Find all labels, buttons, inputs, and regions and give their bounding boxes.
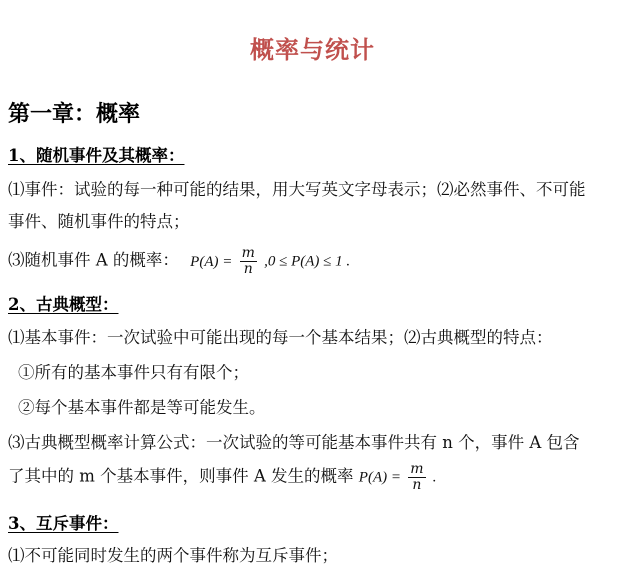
formula-lhs: P(A) = [358, 469, 401, 486]
formula-line [8, 462, 437, 492]
text-line: 事件、随机事件的特点； [8, 212, 190, 231]
page-title: 概率与统计 [250, 36, 375, 64]
formula-prefix: 了其中的 m 个基本事件，则事件 A 发生的概率 [8, 466, 354, 486]
fraction-denominator: n [412, 476, 422, 493]
list-item: ②每个基本事件都是等可能发生。 [18, 398, 266, 417]
text-line: ⑴事件：试验的每一种可能的结果，用大写英文字母表示；⑵必然事件、不可能 [8, 180, 586, 199]
probability-prefix: ⑶随机事件 A 的概率： [8, 250, 179, 270]
text-line: ⑴不可能同时发生的两个事件称为互斥事件； [8, 546, 338, 565]
fraction-denominator: n [243, 260, 253, 277]
fraction-numerator: m [410, 461, 424, 477]
probability-line [8, 246, 350, 276]
fraction-numerator: m [241, 245, 255, 261]
formula-rhs: ,0 ≤ P(A) ≤ 1 . [264, 253, 351, 270]
fraction [408, 462, 425, 492]
fraction [240, 246, 257, 276]
section-heading-classical-model: 2、古典概型： [8, 295, 119, 314]
text-line: ⑶古典概型概率计算公式：一次试验的等可能基本事件共有 n 个，事件 A 包含 [8, 433, 580, 452]
formula-lhs: P(A) = [190, 253, 233, 270]
section-heading-mutually-exclusive: 3、互斥事件： [8, 514, 119, 533]
list-item: ①所有的基本事件只有有限个； [18, 363, 249, 382]
formula-suffix: . [432, 469, 437, 486]
text-line: ⑴基本事件：一次试验中可能出现的每一个基本结果；⑵古典概型的特点： [8, 328, 553, 347]
section-heading-random-events: 1、随机事件及其概率： [8, 146, 185, 165]
chapter-heading: 第一章：概率 [8, 102, 141, 127]
